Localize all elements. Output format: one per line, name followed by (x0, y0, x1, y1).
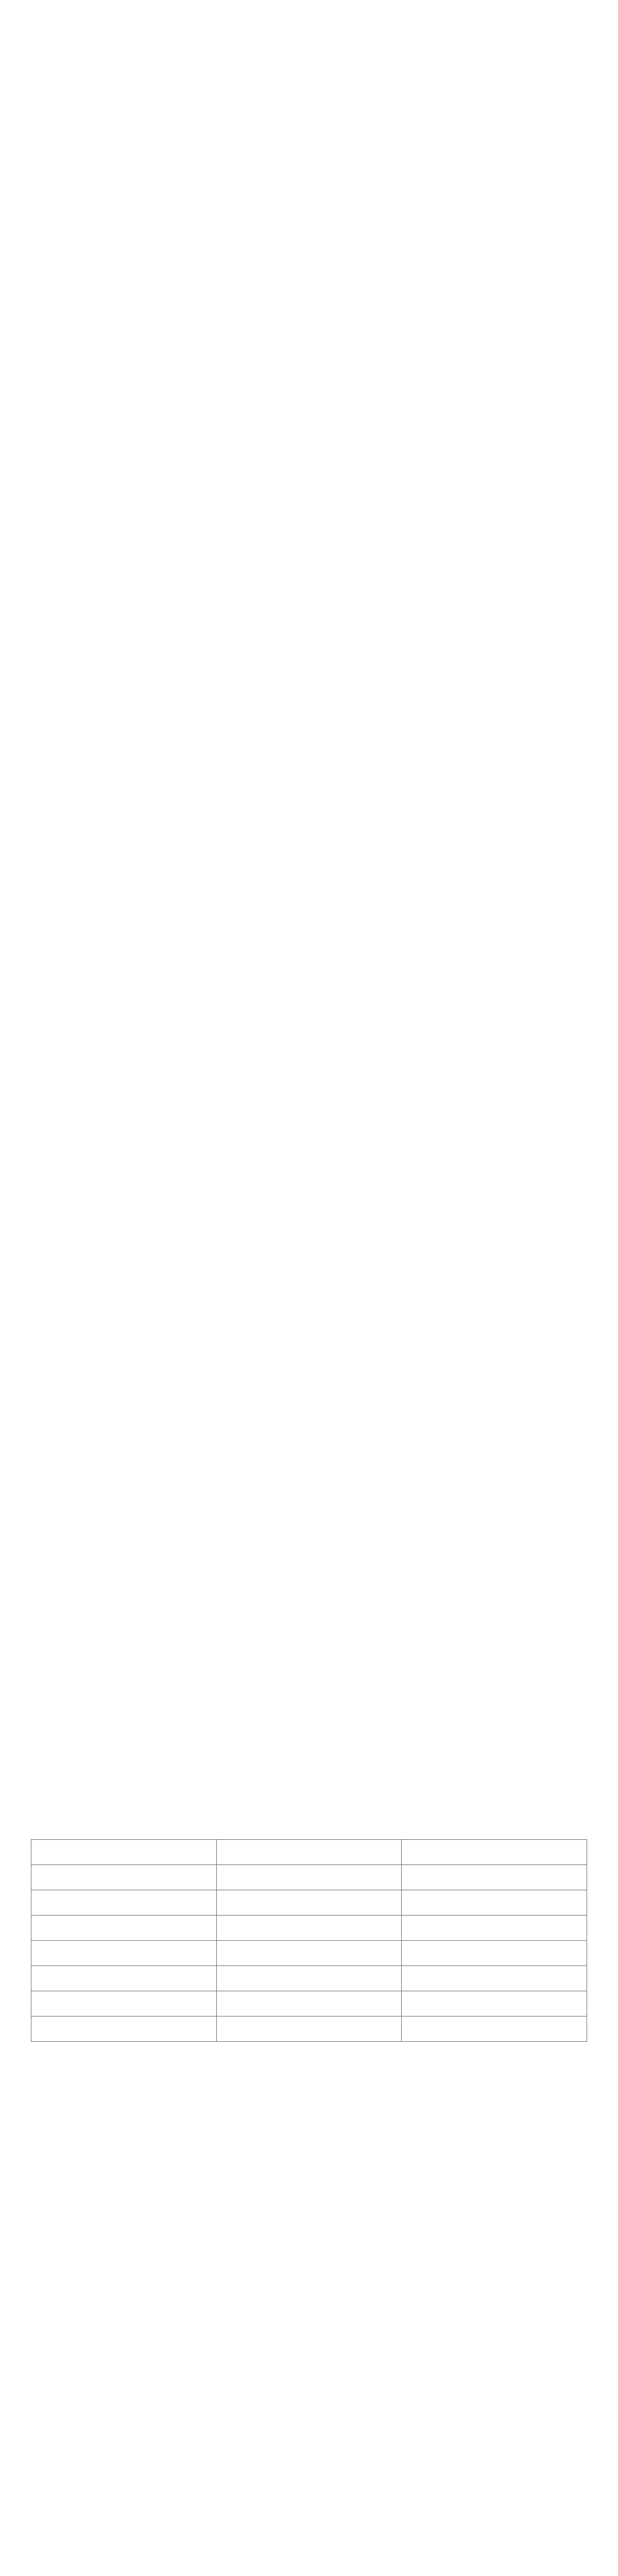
table-row (31, 1890, 587, 1916)
table-cell (216, 1991, 402, 2016)
table-cell (31, 1916, 217, 1941)
table-cell (31, 1991, 217, 2016)
table-cell (216, 2016, 402, 2042)
table-cell (31, 1941, 217, 1966)
table-row (31, 1916, 587, 1941)
table-cell (402, 1916, 587, 1941)
table-cell (402, 1840, 587, 1865)
table-cell (402, 2016, 587, 2042)
table-cell (216, 1966, 402, 1991)
table-cell (31, 1890, 217, 1916)
table-cell (402, 1966, 587, 1991)
table-cell (216, 1916, 402, 1941)
table-cell (402, 1890, 587, 1916)
table-cell (216, 1890, 402, 1916)
table-cell (31, 1966, 217, 1991)
table-row (31, 1941, 587, 1966)
table-cell (31, 1865, 217, 1890)
table-cell (216, 1840, 402, 1865)
table-cell (216, 1941, 402, 1966)
table-cell (216, 1865, 402, 1890)
table-cell (402, 1991, 587, 2016)
table-row (31, 1840, 587, 1865)
table-row (31, 1966, 587, 1991)
table-row (31, 1865, 587, 1890)
table-cell (31, 1840, 217, 1865)
table-cell (402, 1865, 587, 1890)
table-row (31, 1991, 587, 2016)
table-cell (402, 1941, 587, 1966)
table-row (31, 2016, 587, 2042)
three-public-funds-table (31, 1839, 587, 2042)
table-cell (31, 2016, 217, 2042)
